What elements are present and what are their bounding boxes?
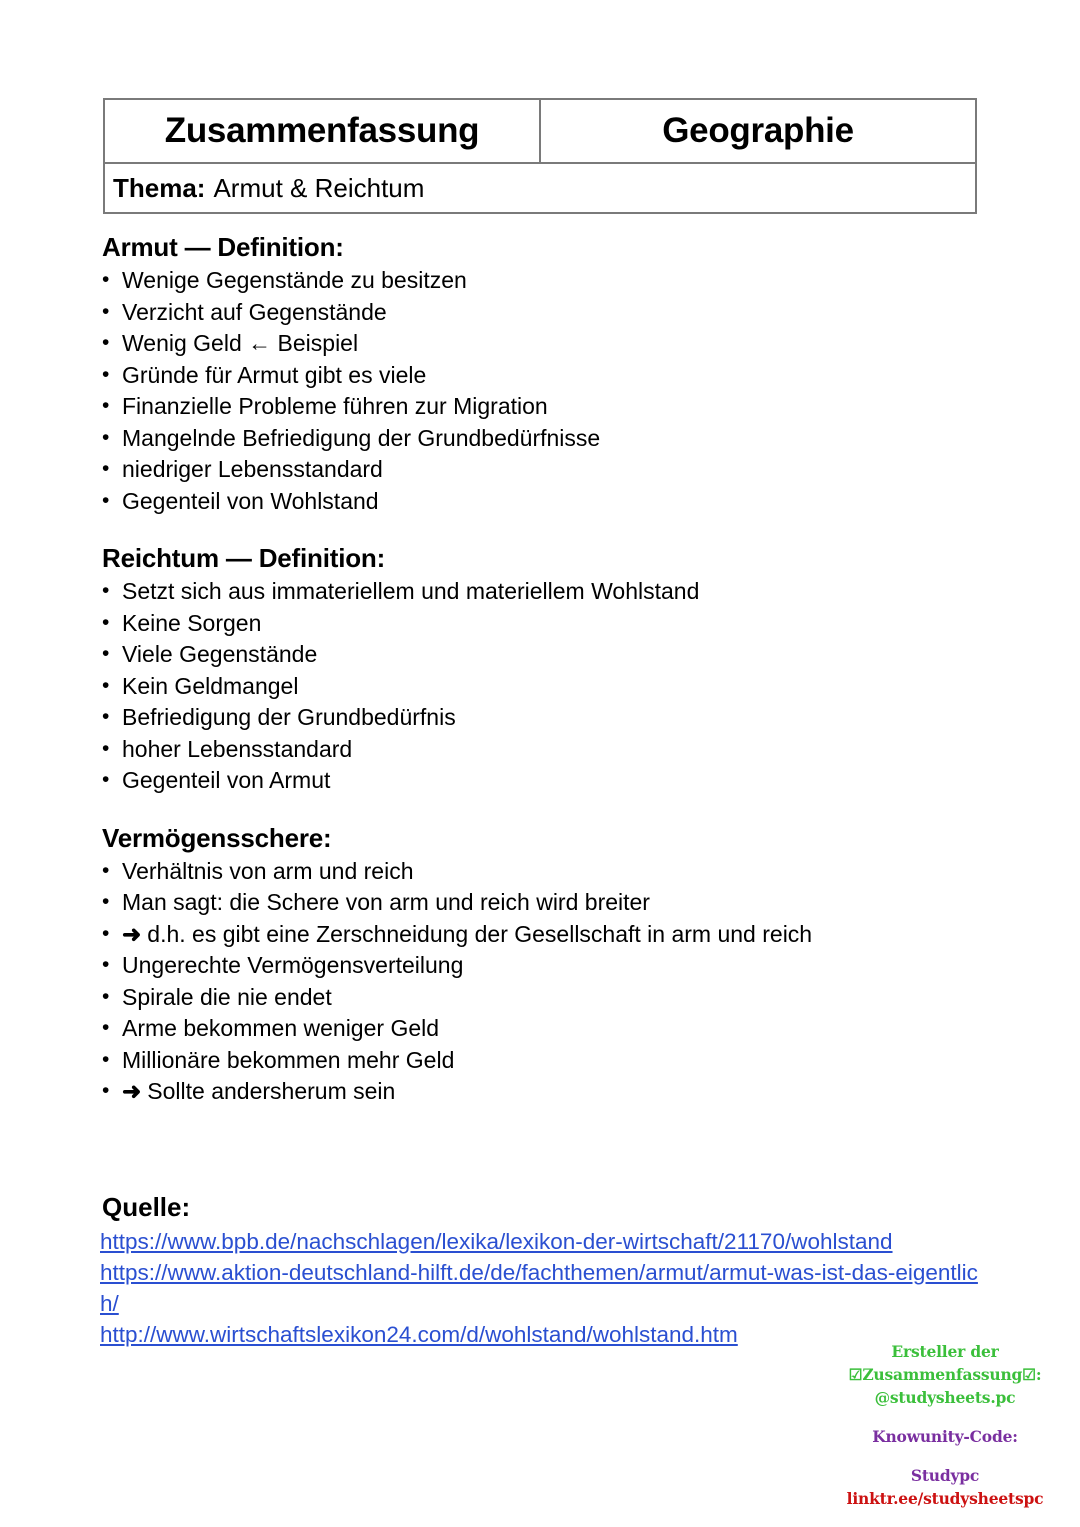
- source-link[interactable]: https://www.aktion-deutschland-hilft.de/de/fachthemen/armut/armut-was-ist-das-eigentlich/: [100, 1260, 978, 1316]
- list-item: • Ungerechte Vermögensverteilung: [100, 950, 1000, 982]
- notes-content: [100, 232, 1000, 1134]
- header-table: [103, 98, 977, 214]
- creator-credit-block: [820, 1340, 1070, 1510]
- list-item: • Setzt sich aus immateriellem und materiellem Wohlstand: [100, 576, 1000, 608]
- list-item: • Gründe für Armut gibt es viele: [100, 360, 1000, 392]
- bullet-list: [100, 856, 1000, 1108]
- creator-handle: @studysheets.pc: [874, 1388, 1016, 1407]
- list-item: • Verzicht auf Gegenstände: [100, 297, 1000, 329]
- topic-label: Thema:: [113, 172, 206, 203]
- section-heading: Reichtum — Definition:: [102, 543, 386, 573]
- arrow-right-icon: ➜: [122, 920, 142, 947]
- bullet-list: [100, 576, 1000, 797]
- list-item: • Viele Gegenstände: [100, 639, 1000, 671]
- list-item: • Wenig Geld ← Beispiel: [100, 328, 1000, 360]
- linktree-url[interactable]: linktr.ee/studysheetspc: [846, 1489, 1044, 1508]
- list-sub-item-text: Sollte andersherum sein: [147, 1078, 396, 1104]
- header-topic-row: [105, 162, 975, 212]
- creator-line-1: Ersteller der: [891, 1342, 999, 1361]
- header-top-row: [105, 100, 975, 162]
- source-link[interactable]: https://www.bpb.de/nachschlagen/lexika/lexikon-der-wirtschaft/21170/wohlstand: [100, 1229, 893, 1254]
- source-link[interactable]: http://www.wirtschaftslexikon24.com/d/wohlstand/wohlstand.htm: [100, 1322, 738, 1347]
- section-reichtum: [100, 543, 1000, 797]
- list-item: • Kein Geldmangel: [100, 671, 1000, 703]
- knowunity-code-label: Knowunity-Code:: [872, 1427, 1018, 1446]
- section-vermoegensschere: [100, 823, 1000, 1108]
- list-item: • Spirale die nie endet: [100, 982, 1000, 1014]
- list-item: • Gegenteil von Wohlstand: [100, 486, 1000, 518]
- section-heading: Vermögensschere:: [102, 822, 332, 853]
- list-item: • Arme bekommen weniger Geld: [100, 1013, 1000, 1045]
- list-item: • Millionäre bekommen mehr Geld: [100, 1045, 1000, 1077]
- sources-heading: Quelle:: [102, 1192, 191, 1222]
- list-item: • Wenige Gegenstände zu besitzen: [100, 265, 1000, 297]
- creator-line-2: ☑Zusammenfassung☑:: [848, 1365, 1042, 1384]
- list-sub-item-text: d.h. es gibt eine Zerschneidung der Gesellschaft in arm und reich: [147, 920, 813, 947]
- list-item: • Gegenteil von Armut: [100, 765, 1000, 797]
- list-item: • Keine Sorgen: [100, 608, 1000, 640]
- section-armut: [100, 232, 1000, 517]
- section-heading: Armut — Definition:: [102, 232, 344, 262]
- arrow-right-icon: ➜: [122, 1078, 142, 1104]
- header-cell-subject: [541, 100, 975, 162]
- list-sub-item: [100, 919, 1000, 951]
- list-item: • Verhältnis von arm und reich: [100, 856, 1000, 888]
- list-item: • Finanzielle Probleme führen zur Migration: [100, 391, 1000, 423]
- bullet-list: [100, 265, 1000, 517]
- list-item: • Mangelnde Befriedigung der Grundbedürfnisse: [100, 423, 1000, 455]
- list-sub-item: [100, 1076, 1000, 1108]
- subject-title: Geographie: [662, 111, 854, 150]
- document-type-title: Zusammenfassung: [164, 111, 480, 150]
- list-item: • niedriger Lebensstandard: [100, 454, 1000, 486]
- topic-value: Armut & Reichtum: [213, 172, 425, 203]
- header-cell-summary: [105, 100, 541, 162]
- list-item: • hoher Lebensstandard: [100, 734, 1000, 766]
- list-item: • Man sagt: die Schere von arm und reich wird breiter: [100, 887, 1000, 919]
- sources-section: [100, 1192, 1000, 1350]
- knowunity-code-value: Studypc: [910, 1466, 980, 1485]
- list-item: • Befriedigung der Grundbedürfnis: [100, 702, 1000, 734]
